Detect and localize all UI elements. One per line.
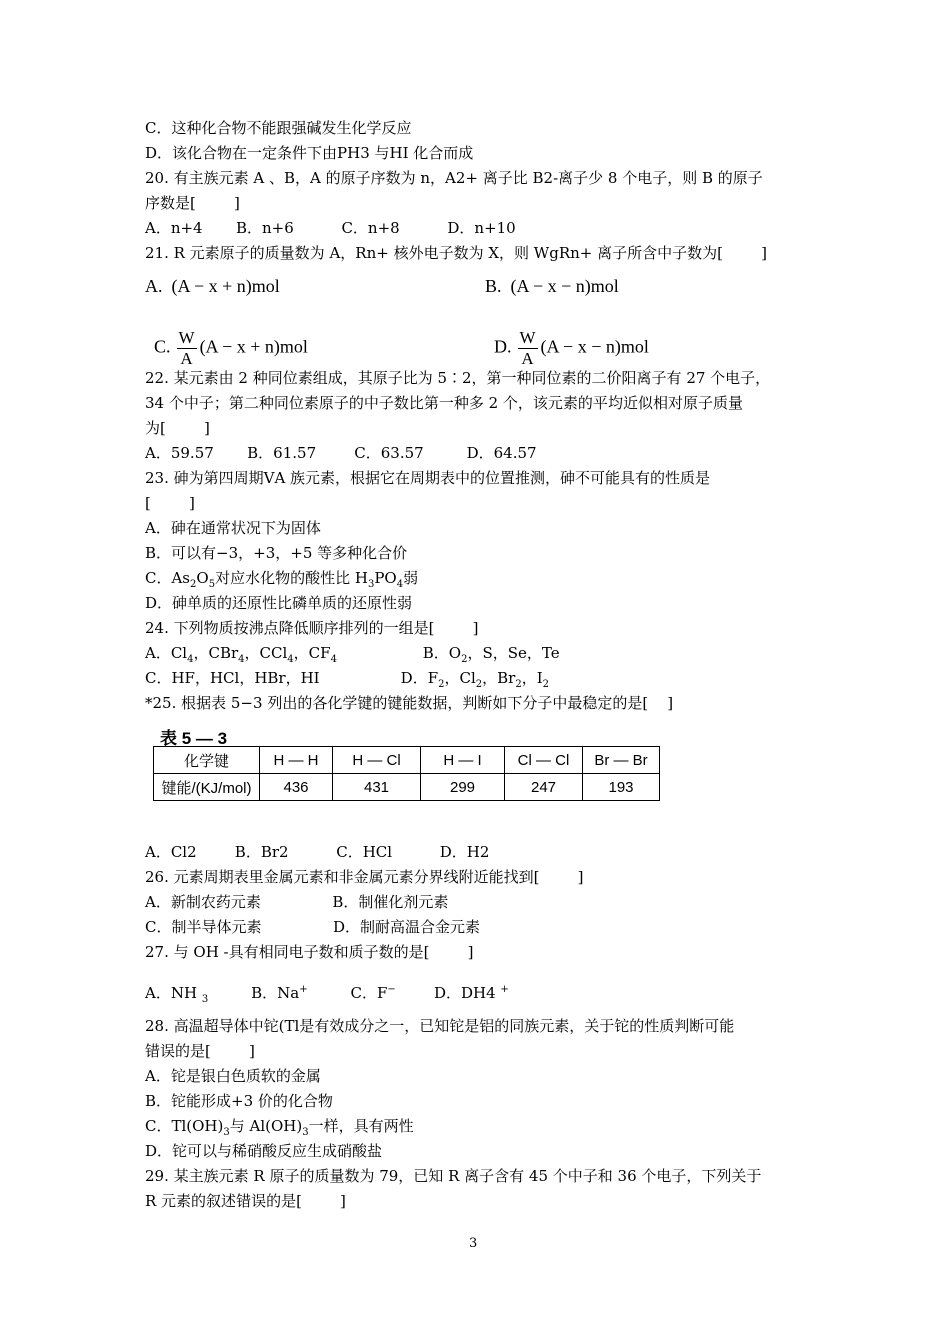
fraction-denominator: A xyxy=(180,349,193,368)
fraction-numerator: W xyxy=(178,328,195,347)
table-cell: 193 xyxy=(583,774,660,801)
table-caption: 表 5 — 3 xyxy=(160,729,228,748)
table-cell: 键能/(KJ/mol) xyxy=(154,774,260,801)
question-24: 24. 下列物质按沸点降低顺序排列的一组是[ ] xyxy=(145,619,479,637)
question-23-option-b: B．可以有−3，+3，+5 等多种化合价 xyxy=(145,544,408,562)
q21-option-d xyxy=(485,307,649,369)
table-cell: 化学键 xyxy=(154,747,260,774)
table-cell: 431 xyxy=(333,774,421,801)
question-24-options-cd: C．HF，HCl，HBr，HI D．$F_2$，$Cl_2$，$Br_2$，$I_2$ xyxy=(145,669,550,690)
line-d-option: D．该化合物在一定条件下由PH3 与HI 化合而成 xyxy=(145,144,474,162)
question-21: 21. R 元素原子的质量数为 A，Rn+ 核外电子数为 X，则 WgRn+ 离子所含中子数为[ ] xyxy=(145,244,767,262)
question-26-options-ab: A．新制农药元素 B．制催化剂元素 xyxy=(145,893,449,911)
q21-option-c-expr: (A − x + n)mol xyxy=(199,336,308,357)
question-28-option-d: D．铊可以与稀硝酸反应生成硝酸盐 xyxy=(145,1142,383,1160)
line-c-option: C．这种化合物不能跟强碱发生化学反应 xyxy=(145,119,412,137)
question-20-options: A．n+4 B．n+6 C．n+8 D．n+10 xyxy=(145,219,516,237)
question-27: 27. 与 OH -具有相同电子数和质子数的是[ ] xyxy=(145,943,474,961)
question-26: 26. 元素周期表里金属元素和非金属元素分界线附近能找到[ ] xyxy=(145,868,584,886)
table-cell: 436 xyxy=(260,774,333,801)
question-25: *25. 根据表 5−3 列出的各化学键的键能数据，判断如下分子中最稳定的是[ ] xyxy=(145,694,674,712)
question-23: 23. 砷为第四周期ⅤA 族元素，根据它在周期表中的位置推测，砷不可能具有的性质是 xyxy=(145,469,711,487)
table-cell: Br — Br xyxy=(583,747,660,774)
question-22-cont2: 为[ ] xyxy=(145,419,210,437)
q21-option-d-expr: (A − x − n)mol xyxy=(540,336,649,357)
table-cell: H — I xyxy=(421,747,505,774)
table-cell: 299 xyxy=(421,774,505,801)
fraction-denominator: A xyxy=(521,349,534,368)
question-23-option-c: C．$As_2O_5$对应水化物的酸性比 $H_3PO_4$弱 xyxy=(145,569,419,590)
fraction-numerator: W xyxy=(519,328,536,347)
question-28-option-b: B．铊能形成+3 价的化合物 xyxy=(145,1092,333,1110)
question-22-options: A．59.57 B．61.57 C．63.57 D．64.57 xyxy=(145,444,537,462)
table-cell: 247 xyxy=(505,774,583,801)
question-28: 28. 高温超导体中铊(Tl是有效成分之一，已知铊是铝的同族元素，关于铊的性质判断可能 xyxy=(145,1017,735,1035)
question-22: 22. 某元素由 2 种同位素组成，其原子比为 5∶2，第一种同位素的二价阳离子有 27 个电子， xyxy=(145,369,771,387)
question-20: 20. 有主族元素 A 、B，A 的原子序数为 n，A2+ 离子比 B2-离子少 8 个电子，则 B 的原子 xyxy=(145,169,763,187)
table-cell: Cl — Cl xyxy=(505,747,583,774)
question-28-cont: 错误的是[ ] xyxy=(145,1042,255,1060)
page-number: 3 xyxy=(469,1236,478,1251)
question-23-option-d: D．砷单质的还原性比磷单质的还原性弱 xyxy=(145,594,413,612)
question-26-options-cd: C．制半导体元素 D．制耐高温合金元素 xyxy=(145,918,481,936)
question-23-option-a: A．砷在通常状况下为固体 xyxy=(145,519,321,537)
question-29-cont: R 元素的叙述错误的是[ ] xyxy=(145,1192,346,1210)
question-27-options: A．NH $_3$ B．Na+ C．F− D．DH4 + xyxy=(145,984,509,1005)
bond-energy-table xyxy=(153,746,660,801)
question-28-option-c: C．$Tl(OH)_3$与 $Al(OH)_3$一样，具有两性 xyxy=(145,1117,414,1138)
question-22-cont1: 34 个中子；第二种同位素原子的中子数比第一种多 2 个，该元素的平均近似相对原子质量 xyxy=(145,394,743,412)
q21-option-d-label: D. xyxy=(494,336,512,357)
q21-option-b: B. (A − x − n)mol xyxy=(485,276,619,296)
question-25-options: A．Cl2 B．Br2 C．HCl D．H2 xyxy=(145,843,490,861)
fraction-w-over-a xyxy=(177,328,197,369)
table-header-row xyxy=(154,747,660,774)
question-28-option-a: A．铊是银白色质软的金属 xyxy=(145,1067,321,1085)
q21-option-c xyxy=(145,307,308,369)
fraction-w-over-a xyxy=(518,328,538,369)
question-20-cont: 序数是[ ] xyxy=(145,194,240,212)
table-cell: H — Cl xyxy=(333,747,421,774)
q21-option-a: A. (A − x + n)mol xyxy=(145,276,280,296)
table-row xyxy=(154,774,660,801)
question-24-options-ab: A．$Cl_4$，CBr$_4$，CCl$_4$，$CF_4$ B．$O_2$，S，Se，Te xyxy=(145,644,560,665)
question-23-cont: [ ] xyxy=(145,494,195,512)
q21-option-c-label: C. xyxy=(154,336,171,357)
table-cell: H — H xyxy=(260,747,333,774)
question-29: 29. 某主族元素 R 原子的质量数为 79，已知 R 离子含有 45 个中子和 36 个电子，下列关于 xyxy=(145,1167,762,1185)
